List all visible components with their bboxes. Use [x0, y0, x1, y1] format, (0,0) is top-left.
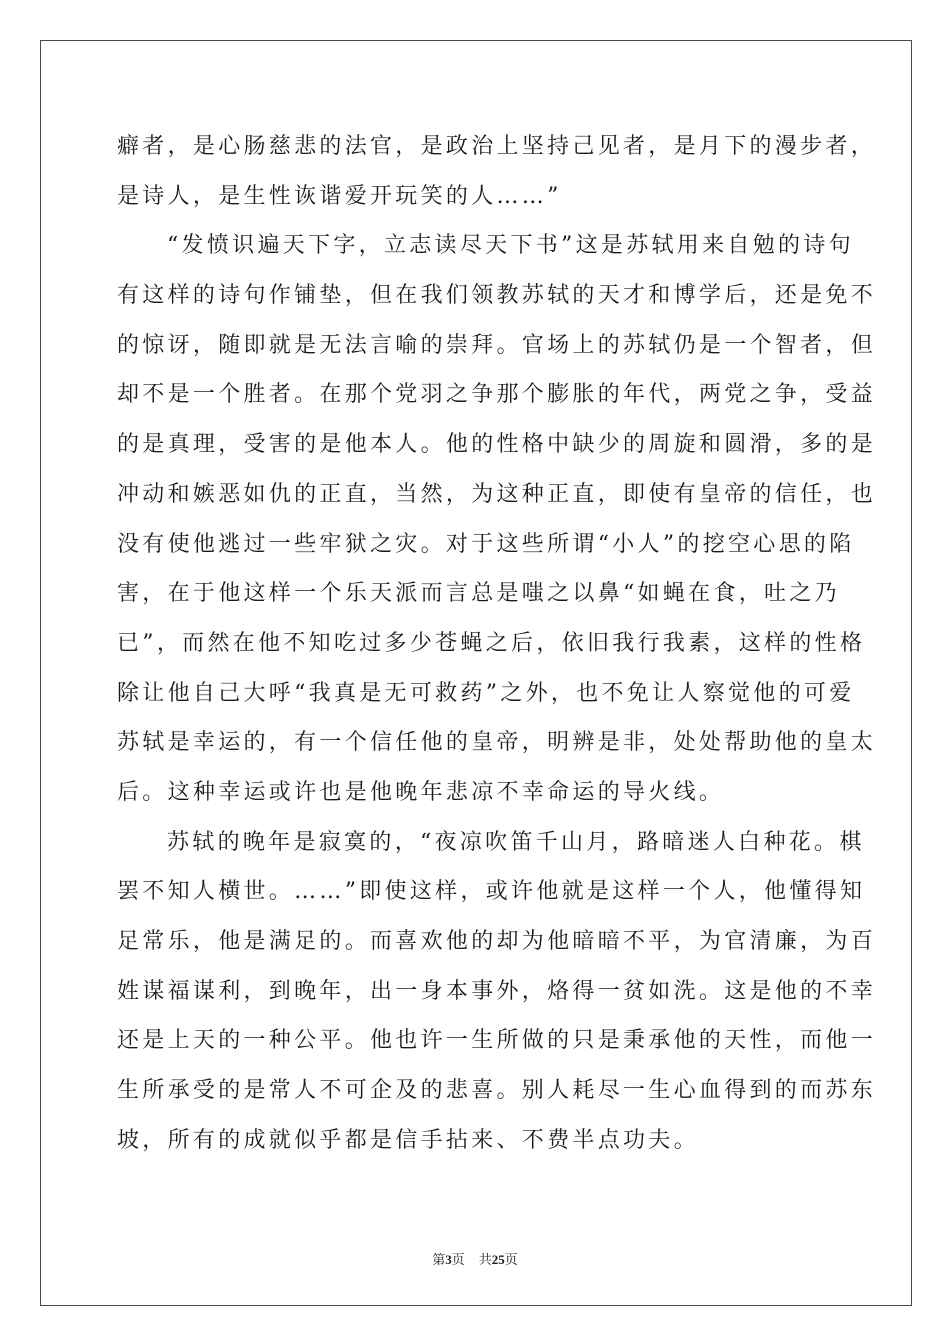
text-line: 却不是一个胜者。在那个党羽之争那个膨胀的年代，两党之争，受益	[117, 382, 877, 408]
text-line: 冲动和嫉恶如仇的正直，当然，为这种正直，即使有皇帝的信任，也	[117, 481, 877, 507]
text-line: 有这样的诗句作铺垫，但在我们领教苏轼的天才和博学后，还是免不	[117, 283, 877, 309]
text-line: 的是真理，受害的是他本人。他的性格中缺少的周旋和圆滑，多的是	[117, 432, 877, 458]
page-suffix: 页	[451, 1253, 465, 1268]
text-line: 坡，所有的成就似乎都是信手拈来、不费半点功夫。	[117, 1127, 699, 1153]
text-line: 后。这种幸运或许也是他晚年悲凉不幸命运的导火线。	[117, 779, 725, 805]
total-suffix: 页	[504, 1253, 518, 1268]
text-line: 苏轼是幸运的，有一个信任他的皇帝，明辨是非，处处帮助他的皇太	[117, 730, 877, 756]
text-line: 没有使他逃过一些牢狱之灾。对于这些所谓“小人”的挖空心思的陷	[117, 531, 855, 557]
text-line: 罢不知人横世。……”即使这样，或许他就是这样一个人，他懂得知	[117, 879, 866, 905]
page-prefix: 第	[432, 1253, 446, 1268]
page-number: 3	[445, 1252, 452, 1267]
text-line: 已”，而然在他不知吃过多少苍蝇之后，依旧我行我素，这样的性格	[117, 630, 866, 656]
page-footer	[0, 1249, 950, 1268]
text-line: 足常乐，他是满足的。而喜欢他的却为他暗暗不平，为官清廉，为百	[117, 929, 877, 954]
text-line: 的惊讶，随即就是无法言喻的崇拜。官场上的苏轼仍是一个智者，但	[117, 332, 877, 358]
text-line: 除让他自己大呼“我真是无可救药”之外，也不免让人察觉他的可爱	[117, 680, 855, 706]
text-line: 害，在于他这样一个乐天派而言总是嗤之以鼻“如蝇在食，吐之乃	[117, 581, 840, 607]
total-pages: 25	[491, 1252, 505, 1267]
text-line: 生所承受的是常人不可企及的悲喜。别人耗尽一生心血得到的而苏东	[117, 1078, 877, 1104]
paragraph-start-line: “发愤识遍天下字，立志读尽天下书”这是苏轼用来自勉的诗句	[167, 233, 854, 259]
text-line: 还是上天的一种公平。他也许一生所做的只是秉承他的天性，而他一	[117, 1028, 877, 1054]
text-line: 癖者，是心肠慈悲的法官，是政治上坚持己见者，是月下的漫步者，	[117, 134, 877, 159]
text-line: 姓谋福谋利，到晚年，出一身本事外，烙得一贫如洗。这是他的不幸	[117, 978, 877, 1004]
text-line: 是诗人，是生性诙谐爱开玩笑的人……”	[117, 183, 562, 209]
document-body	[117, 122, 877, 1165]
paragraph-start-line: 苏轼的晚年是寂寞的，“夜凉吹笛千山月，路暗迷人白种花。棋	[167, 829, 865, 855]
total-prefix: 共	[478, 1253, 492, 1268]
